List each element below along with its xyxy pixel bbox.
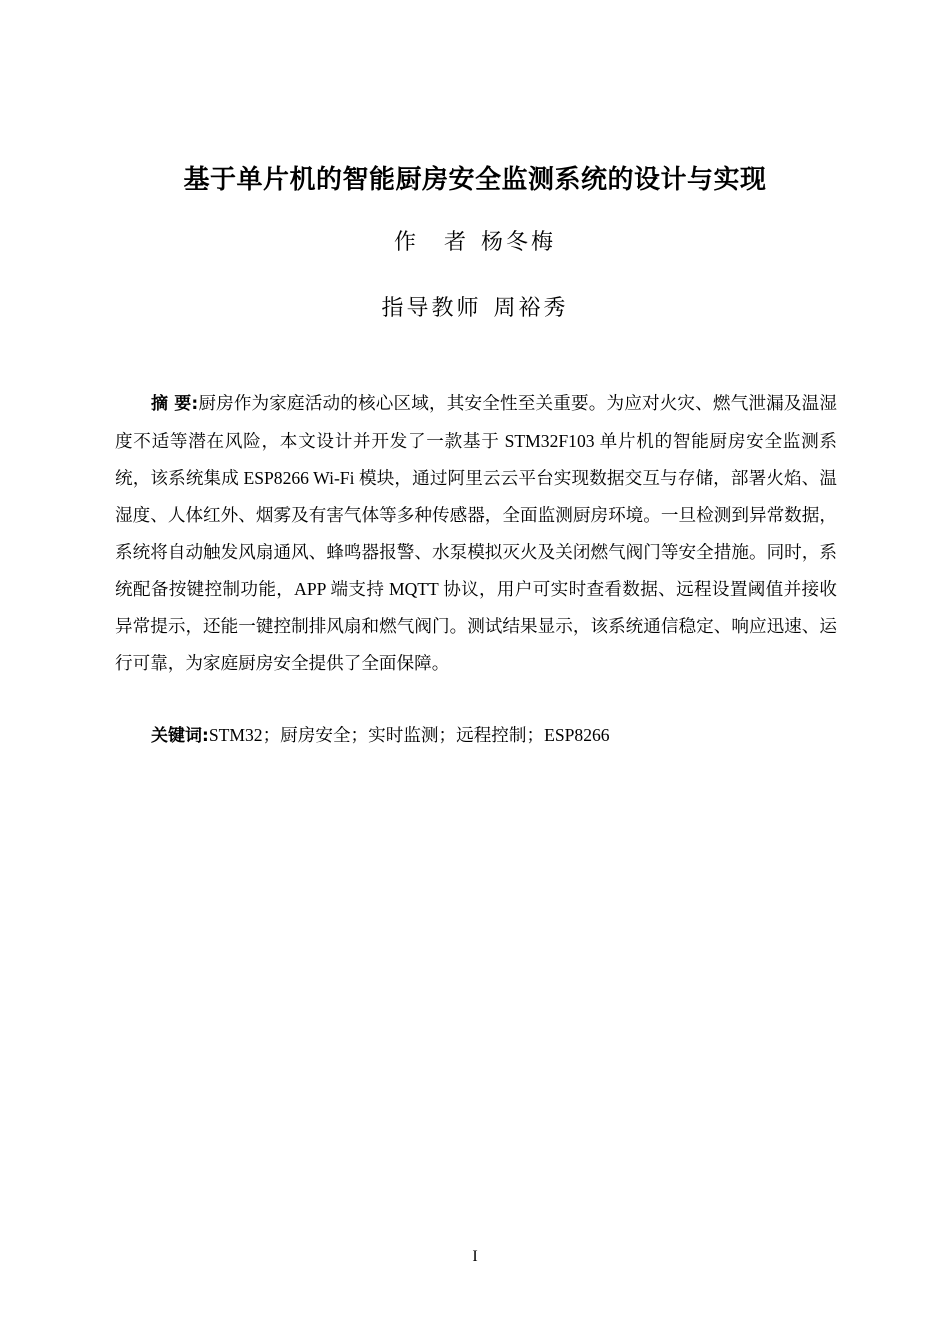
keywords-label: 关键词: (151, 726, 209, 746)
author-line (0, 228, 950, 258)
advisor-line (0, 294, 950, 324)
author-name: 杨冬梅 (481, 230, 557, 255)
keywords-text: STM32；厨房安全；实时监测；远程控制；ESP8266 (208, 725, 610, 745)
advisor-label: 指导教师 (381, 296, 482, 321)
advisor-name: 周裕秀 (493, 296, 569, 321)
abstract-label: 摘 要: (151, 394, 199, 414)
abstract-paragraph (115, 385, 837, 682)
abstract-text: 厨房作为家庭活动的核心区域，其安全性至关重要。为应对火灾、燃气泄漏及温湿度不适等潜在风险，本文设计并开发了一款基于 STM32F103 单片机的智能厨房安全监测系统，该系统集成 ESP8266 Wi-Fi 模块，通过阿里云云平台实现数据交互与存储，部署火焰、温湿度、人体红外、烟雾及有害气体等多种传感器，全面监测厨房环境。一旦检测到异常数据，系统将自动触发风扇通风、蜂鸣器报警、水泵模拟灭火及关闭燃气阀门等安全措施。同时，系统配备按键控制功能，APP 端支持 MQTT 协议，用户可实时查看数据、远程设置阈值并接收异常提示，还能一键控制排风扇和燃气阀门。测试结果显示，该系统通信稳定、响应迅速、运行可靠，为家庭厨房安全提供了全面保障。 (115, 393, 837, 673)
paper-title: 基于单片机的智能厨房安全监测系统的设计与实现 (183, 165, 767, 195)
keywords-line (115, 717, 837, 755)
page-number: I (472, 1248, 478, 1265)
author-label: 作 者 (393, 230, 469, 255)
